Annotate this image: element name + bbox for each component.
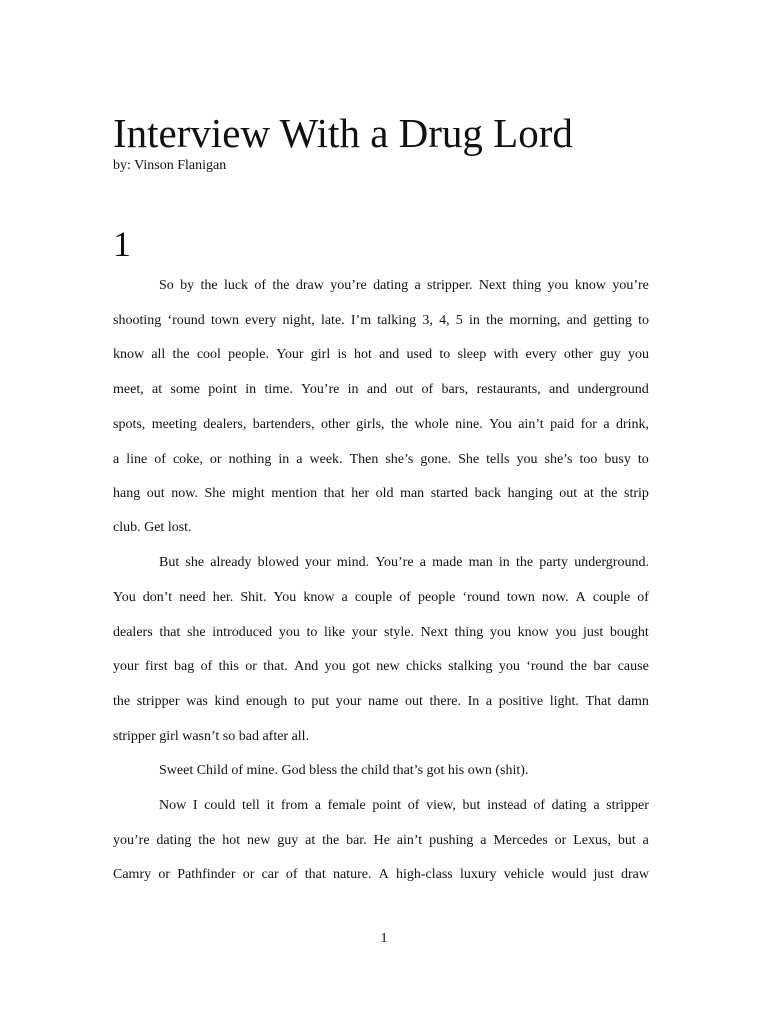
text-line: Sweet Child of mine. God bless the child that’s got his own (shit). [159,763,529,778]
text-line: But she already blowed your mind. You’re a made man in the party underground. [159,555,649,570]
text-line: your first bag of this or that. And you got new chicks stalking you ‘round the bar cause [113,659,649,674]
text-line: you’re dating the hot new guy at the bar. He ain’t pushing a Mercedes or Lexus, but a [113,833,649,848]
text-line: the stripper was kind enough to put your name out there. In a positive light. That damn [113,694,649,709]
text-line: So by the luck of the draw you’re dating a stripper. Next thing you know you’re [159,278,649,293]
text-line: hang out now. She might mention that her old man started back hanging out at the strip [113,486,649,501]
text-line: You don’t need her. Shit. You know a couple of people ‘round town now. A couple of [113,590,649,605]
text-line: Now I could tell it from a female point of view, but instead of dating a stripper [159,798,649,813]
chapter-heading: 1 [113,224,131,264]
text-line: shooting ‘round town every night, late. I’m talking 3, 4, 5 in the morning, and getting to [113,313,649,328]
page-number: 1 [380,931,388,946]
text-line: stripper girl wasn’t so bad after all. [113,729,310,744]
text-line: know all the cool people. Your girl is hot and used to sleep with every other guy you [113,347,649,362]
document-title: Interview With a Drug Lord [113,110,573,156]
text-line: meet, at some point in time. You’re in and out of bars, restaurants, and underground [113,382,649,397]
text-line: club. Get lost. [113,520,192,535]
text-line: spots, meeting dealers, bartenders, other girls, the whole nine. You ain’t paid for a drink, [113,417,649,432]
text-line: dealers that she introduced you to like your style. Next thing you know you just bought [113,625,649,640]
text-line: Camry or Pathfinder or car of that nature. A high-class luxury vehicle would just draw [113,867,649,882]
text-line: a line of coke, or nothing in a week. Then she’s gone. She tells you she’s too busy to [113,452,649,467]
author-byline: by: Vinson Flanigan [113,158,227,173]
